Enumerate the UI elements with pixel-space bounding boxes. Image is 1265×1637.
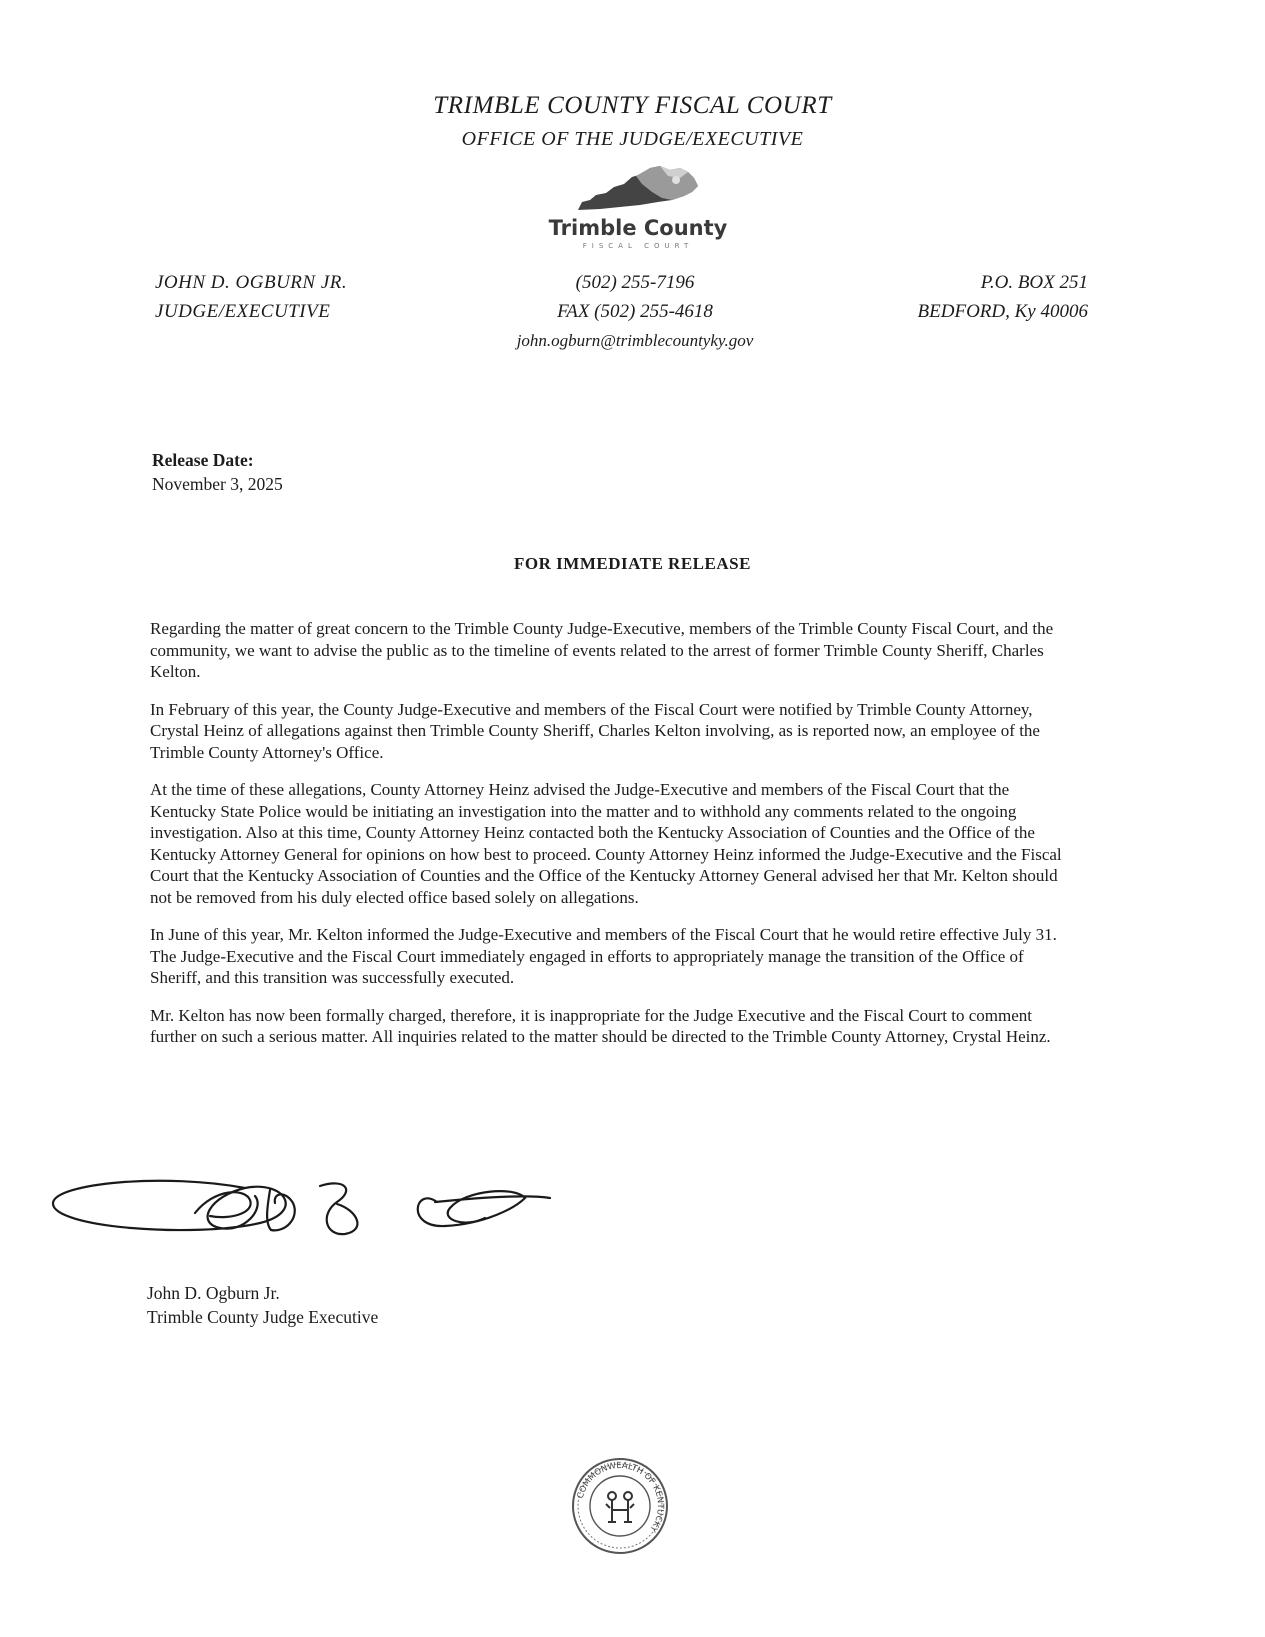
svg-text:COMMONWEALTH OF KENTUCKY: COMMONWEALTH OF KENTUCKY — [575, 1460, 666, 1534]
body-paragraph: In June of this year, Mr. Kelton informed the Judge-Executive and members of the Fiscal Court that he would retire effective July 31. The Judge-Executive and the Fiscal Court immediately engaged in efforts to appropriately manage the transition of the Office of Sheriff, and this transition was successfully executed. — [150, 925, 1057, 987]
body-paragraph: At the time of these allegations, County Attorney Heinz advised the Judge-Executive and members of the Fiscal Court that the Kentucky State Police would be initiating an investigation into the matter and to withhold any comments related to the ongoing investigation. Also at this time, County Attorney Heinz contacted both the Kentucky Association of Counties and the Office of the Kentucky Attorney General for opinions on how best to proceed. County Attorney Heinz informed the Judge-Executive and the Fiscal Court that the Kentucky Association of Counties and the Office of the Kentucky Attorney General advised her that Mr. Kelton should not be removed from his duly elected office based solely on allegations. — [150, 780, 1062, 907]
release-date-label: Release Date: — [152, 450, 254, 470]
contact-info — [440, 268, 830, 355]
judge-info — [155, 268, 347, 326]
po-box: P.O. BOX 251 — [980, 272, 1088, 293]
handwritten-signature — [45, 1168, 565, 1278]
kentucky-state-seal-icon — [570, 1456, 670, 1556]
signer-name: John D. Ogburn Jr. — [147, 1283, 280, 1303]
logo-subtitle: FISCAL COURT — [582, 242, 694, 250]
header-subtitle: OFFICE OF THE JUDGE/EXECUTIVE — [461, 128, 804, 150]
email-address: john.ogburn@trimblecountyky.gov — [516, 331, 754, 350]
body-paragraph: In February of this year, the County Judge-Executive and members of the Fiscal Court were notified by Trimble County Attorney, Crystal Heinz of allegations against then Trimble County Sheriff, Charles Kelton involving, as is reported now, an employee of the Trimble County Attorney's Office. — [150, 699, 1040, 762]
trimble-county-logo — [538, 162, 738, 256]
release-body — [150, 618, 1075, 1064]
mailing-address — [880, 268, 1088, 326]
release-date-value: November 3, 2025 — [152, 474, 283, 494]
signer-title: Trimble County Judge Executive — [147, 1307, 379, 1327]
body-paragraph: Regarding the matter of great concern to the Trimble County Judge-Executive, members of the Trimble County Fiscal Court, and the community, we want to advise the public as to the timeline of events related to the arrest of former Trimble County Sheriff, Charles Kelton. — [150, 619, 1054, 681]
release-date-block — [152, 448, 283, 496]
city-state-zip: BEDFORD, Ky 40006 — [917, 301, 1088, 322]
fax-number: FAX (502) 255-4618 — [557, 301, 713, 322]
judge-position: JUDGE/EXECUTIVE — [155, 301, 331, 322]
signer-block — [147, 1281, 378, 1329]
release-title: FOR IMMEDIATE RELEASE — [514, 554, 751, 573]
judge-name: JOHN D. OGBURN JR. — [155, 272, 348, 293]
phone-number: (502) 255-7196 — [575, 272, 695, 293]
body-paragraph: Mr. Kelton has now been formally charged, therefore, it is inappropriate for the Judge Executive and the Fiscal Court to comment further on such a serious matter. All inquiries related to the matter should be directed to the Trimble County Attorney, Crystal Heinz. — [150, 1005, 1051, 1046]
logo-name: Trimble County — [548, 216, 728, 240]
header-title: TRIMBLE COUNTY FISCAL COURT — [433, 92, 832, 119]
kentucky-map-icon — [576, 162, 700, 214]
